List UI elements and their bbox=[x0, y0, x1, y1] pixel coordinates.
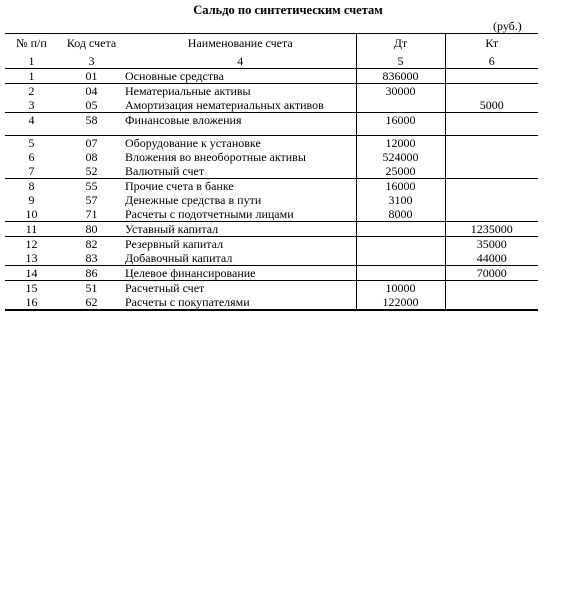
row-number: 8 bbox=[5, 179, 58, 194]
debit-amount: 25000 bbox=[356, 164, 445, 179]
row-number: 16 bbox=[25, 295, 38, 309]
account-code: 83 bbox=[85, 251, 98, 265]
header-row bbox=[5, 34, 538, 53]
account-name: Прочие счета в банке bbox=[125, 179, 356, 194]
table-row bbox=[5, 179, 538, 194]
credit-amount: 35000 bbox=[445, 237, 538, 252]
account-name: Расчетный счет bbox=[125, 281, 356, 296]
account-code: 08 bbox=[85, 150, 98, 164]
table-row bbox=[5, 113, 538, 128]
row-number: 13 bbox=[25, 251, 38, 265]
column-index: 1 bbox=[28, 54, 35, 68]
table-row bbox=[5, 266, 538, 281]
row-number: 7 bbox=[28, 164, 35, 178]
credit-amount bbox=[445, 281, 538, 296]
credit-amount bbox=[445, 150, 538, 164]
column-header-code: Код счета bbox=[66, 36, 117, 50]
account-name: Расчеты с покупателями bbox=[125, 295, 250, 309]
account-name: Амортизация нематериальных активов bbox=[125, 98, 324, 112]
debit-amount: 30000 bbox=[356, 84, 445, 99]
column-header-name: Наименование счета bbox=[187, 36, 293, 50]
credit-amount bbox=[445, 136, 538, 151]
table-row bbox=[5, 150, 538, 164]
row-number: 6 bbox=[28, 150, 35, 164]
account-code: 80 bbox=[58, 222, 125, 237]
debit-amount bbox=[356, 98, 445, 113]
account-code: 51 bbox=[58, 281, 125, 296]
table-row bbox=[5, 207, 538, 222]
account-name: Расчеты с подотчетными лицами bbox=[125, 207, 294, 221]
debit-amount: 524000 bbox=[356, 150, 445, 164]
spacer-row bbox=[5, 127, 538, 136]
account-code: 55 bbox=[58, 179, 125, 194]
debit-amount: 122000 bbox=[356, 295, 445, 310]
row-number: 10 bbox=[25, 207, 38, 221]
account-code: 71 bbox=[85, 207, 98, 221]
account-code: 01 bbox=[58, 69, 125, 84]
account-code: 62 bbox=[85, 295, 98, 309]
account-code: 86 bbox=[58, 266, 125, 281]
document-title: Сальдо по синтетическим счетам bbox=[193, 3, 383, 17]
column-index: 6 bbox=[488, 54, 495, 68]
table-row bbox=[5, 193, 538, 207]
credit-amount bbox=[445, 193, 538, 207]
table-row bbox=[5, 281, 538, 296]
row-number: 2 bbox=[5, 84, 58, 99]
account-name: Нематериальные активы bbox=[125, 84, 356, 99]
table-row bbox=[5, 69, 538, 84]
account-name: Резервный капитал bbox=[125, 237, 356, 252]
debit-amount: 16000 bbox=[356, 113, 445, 128]
column-index: 4 bbox=[237, 54, 244, 68]
credit-amount bbox=[445, 69, 538, 84]
account-code: 07 bbox=[58, 136, 125, 151]
account-code: 04 bbox=[58, 84, 125, 99]
table-row bbox=[5, 136, 538, 151]
credit-amount: 44000 bbox=[476, 251, 507, 265]
account-code: 82 bbox=[58, 237, 125, 252]
row-number: 11 bbox=[5, 222, 58, 237]
row-number: 3 bbox=[28, 98, 35, 112]
account-name: Денежные средства в пути bbox=[125, 193, 262, 207]
row-number: 12 bbox=[5, 237, 58, 252]
column-header-debit: Дт bbox=[356, 34, 445, 53]
credit-amount bbox=[445, 84, 538, 99]
table-row bbox=[5, 98, 538, 113]
table-row bbox=[5, 222, 538, 237]
debit-amount: 16000 bbox=[356, 179, 445, 194]
row-number: 1 bbox=[5, 69, 58, 84]
credit-amount bbox=[445, 207, 538, 222]
column-header-credit: Кт bbox=[485, 36, 499, 50]
saldo-table bbox=[5, 33, 538, 311]
debit-amount bbox=[356, 266, 445, 281]
debit-amount bbox=[356, 237, 445, 252]
debit-amount bbox=[356, 222, 445, 237]
account-code: 57 bbox=[85, 193, 98, 207]
debit-amount: 8000 bbox=[356, 207, 445, 222]
column-index: 5 bbox=[356, 52, 445, 69]
currency-unit-note: (руб.) bbox=[493, 19, 522, 33]
table-row bbox=[5, 84, 538, 99]
account-name: Целевое финансирование bbox=[125, 266, 356, 281]
credit-amount bbox=[445, 164, 538, 179]
debit-amount: 12000 bbox=[356, 136, 445, 151]
debit-amount: 3100 bbox=[356, 193, 445, 207]
row-number: 9 bbox=[28, 193, 35, 207]
credit-amount: 70000 bbox=[445, 266, 538, 281]
column-index: 3 bbox=[88, 54, 95, 68]
account-name: Вложения во внеоборотные активы bbox=[125, 150, 306, 164]
table-row bbox=[5, 251, 538, 266]
account-name: Оборудование к установке bbox=[125, 136, 356, 151]
account-name: Уставный капитал bbox=[125, 222, 356, 237]
account-code: 05 bbox=[85, 98, 98, 112]
column-header-number: № п/п bbox=[16, 36, 47, 50]
debit-amount: 10000 bbox=[356, 281, 445, 296]
row-number: 14 bbox=[5, 266, 58, 281]
credit-amount bbox=[445, 295, 538, 310]
row-number: 4 bbox=[5, 113, 58, 128]
credit-amount bbox=[445, 113, 538, 128]
column-index-row bbox=[5, 52, 538, 69]
table-row bbox=[5, 295, 538, 310]
debit-amount: 836000 bbox=[356, 69, 445, 84]
row-number: 15 bbox=[5, 281, 58, 296]
account-code: 58 bbox=[58, 113, 125, 128]
account-name: Добавочный капитал bbox=[125, 251, 233, 265]
table-row bbox=[5, 164, 538, 179]
account-name: Основные средства bbox=[125, 69, 356, 84]
account-code: 52 bbox=[85, 164, 98, 178]
credit-amount: 1235000 bbox=[445, 222, 538, 237]
debit-amount bbox=[356, 251, 445, 266]
credit-amount: 5000 bbox=[479, 98, 504, 112]
account-name: Валютный счет bbox=[125, 164, 205, 178]
row-number: 5 bbox=[5, 136, 58, 151]
table-row bbox=[5, 237, 538, 252]
account-name: Финансовые вложения bbox=[125, 113, 356, 128]
credit-amount bbox=[445, 179, 538, 194]
